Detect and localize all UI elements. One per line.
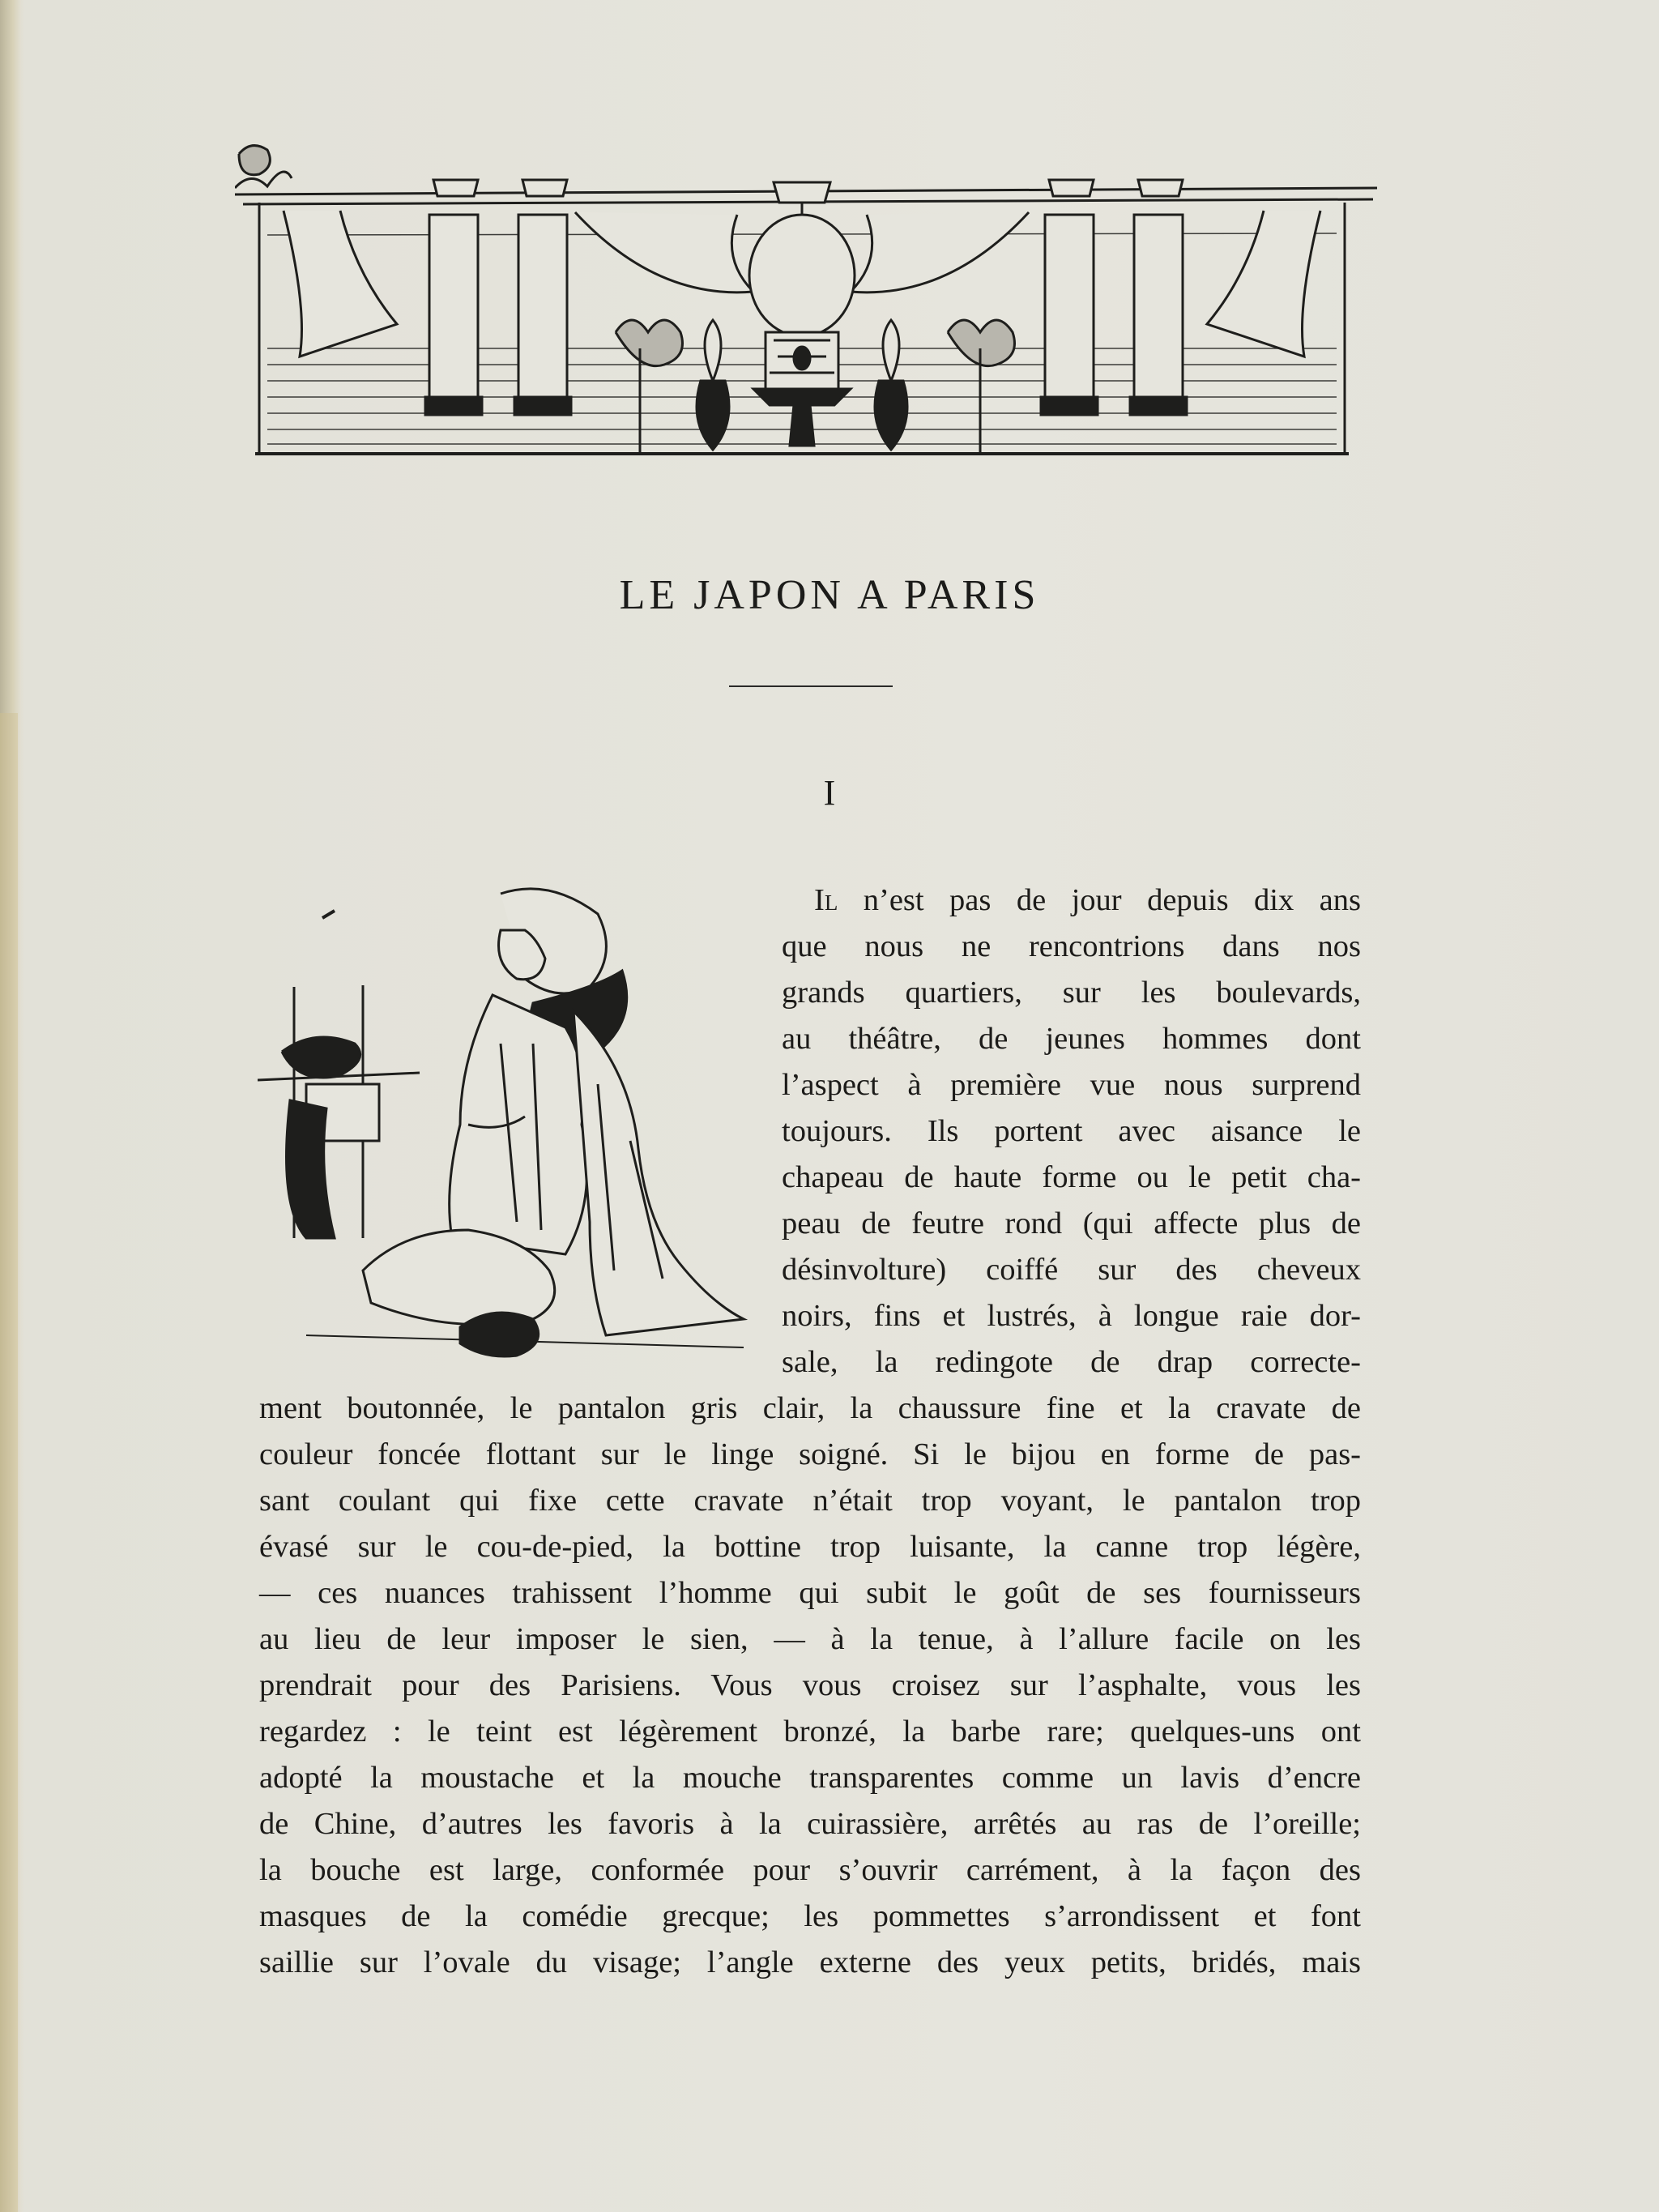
text-line: Il n’est pas de jour depuis dix ans <box>814 883 1361 917</box>
text-line: ment boutonnée, le pantalon gris clair, la chaussure fine et la cravate de <box>259 1391 1361 1425</box>
text-line: noirs, fins et lustrés, à longue raie dor- <box>782 1299 1361 1333</box>
text-line: l’aspect à première vue nous surprend <box>782 1068 1361 1102</box>
text-line: évasé sur le cou-de-pied, la bottine trop luisante, la canne trop légère, <box>259 1530 1361 1564</box>
seated-japanese-figure-illustration <box>258 882 764 1368</box>
text-line: regardez : le teint est légèrement bronzé, la barbe rare; quelques-uns ont <box>259 1715 1361 1749</box>
drop-word: Il <box>814 883 838 917</box>
text-line: désinvolture) coiffé sur des cheveux <box>782 1253 1361 1287</box>
text-line: — ces nuances trahissent l’homme qui subit le goût de ses fournisseurs <box>259 1576 1361 1610</box>
text-line: couleur foncée flottant sur le linge soigné. Si le bijou en forme de pas- <box>259 1437 1361 1471</box>
text-line: masques de la comédie grecque; les pommettes s’arrondissent et font <box>259 1899 1361 1933</box>
page-edge-tab <box>0 713 18 2212</box>
text-line: sant coulant qui fixe cette cravate n’était trop voyant, le pantalon trop <box>259 1484 1361 1518</box>
title-divider <box>729 685 893 687</box>
text-line: sale, la redingote de drap correcte- <box>782 1345 1361 1379</box>
text-line: adopté la moustache et la mouche transparentes comme un lavis d’encre <box>259 1761 1361 1795</box>
text-line: saillie sur l’ovale du visage; l’angle externe des yeux petits, bridés, mais <box>259 1945 1361 1979</box>
japanese-altar-banner-illustration <box>235 138 1385 462</box>
text-line: que nous ne rencontrions dans nos <box>782 929 1361 963</box>
chapter-title: LE JAPON A PARIS <box>619 572 1040 618</box>
text-line: grands quartiers, sur les boulevards, <box>782 976 1361 1010</box>
chapter-number: I <box>823 773 836 813</box>
text-line: chapeau de haute forme ou le petit cha- <box>782 1160 1361 1194</box>
text-line: de Chine, d’autres les favoris à la cuirassière, arrêtés au ras de l’oreille; <box>259 1807 1361 1841</box>
text-line: toujours. Ils portent avec aisance le <box>782 1114 1361 1148</box>
text-line: la bouche est large, conformée pour s’ouvrir carrément, à la façon des <box>259 1853 1361 1887</box>
text-line: prendrait pour des Parisiens. Vous vous croisez sur l’asphalte, vous les <box>259 1668 1361 1702</box>
text-line: peau de feutre rond (qui affecte plus de <box>782 1206 1361 1241</box>
text-line: au lieu de leur imposer le sien, — à la tenue, à l’allure facile on les <box>259 1622 1361 1656</box>
text-line: au théâtre, de jeunes hommes dont <box>782 1022 1361 1056</box>
